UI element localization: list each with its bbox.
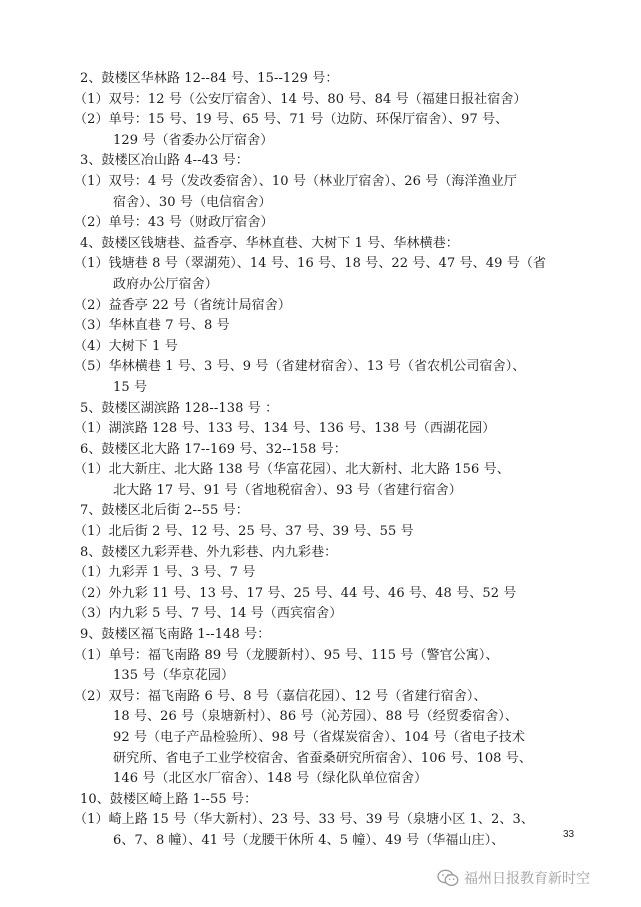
section-heading: 5、鼓楼区湖滨路 128--138 号 ： (80, 400, 279, 416)
list-item: （2）单号：15 号、19 号、65 号、71 号（边防、环保厅宿舍）、97 号、 (74, 112, 509, 128)
list-item: （1）湖滨路 128 号、133 号、134 号、136 号、138 号（西湖花园） (74, 421, 496, 437)
list-item: （2）益香亭 22 号（省统计局宿舍） (74, 297, 291, 313)
list-item-continuation: 北大路 17 号、91 号（省地税宿舍）、93 号（省建行宿舍） (113, 482, 462, 498)
list-item-continuation: 宿舍）、30 号（电信宿舍） (113, 194, 272, 210)
list-item: （1）崎上路 15 号（华大新村）、23 号、33 号、39 号（泉塘小区 1、2、3、 (74, 812, 534, 828)
document-body (0, 69, 641, 852)
list-item: （3）内九彩 5 号、7 号、14 号（西宾宿舍） (74, 606, 343, 622)
list-item: （2）单号：43 号（财政厅宿舍） (74, 215, 274, 231)
list-item-continuation: 政府办公厅宿舍） (113, 276, 218, 292)
list-item-continuation: 135 号（华京花园） (113, 668, 235, 684)
list-item-continuation: 15 号 (113, 379, 148, 395)
section-heading: 2、鼓楼区华林路 12--84 号、15--129 号： (80, 71, 339, 86)
section-heading: 8、鼓楼区九彩弄巷、外九彩巷、内九彩巷： (80, 544, 338, 560)
section-heading: 10、鼓楼区崎上路 1--55 号： (80, 791, 258, 807)
section-heading: 7、鼓楼区北后街 2--55 号： (80, 503, 249, 519)
list-item-continuation: 6、7、8 幢）、41 号（龙腰干休所 4、5 幢）、49 号（华福山庄）、 (113, 832, 505, 848)
list-item: （1）双号：4 号（发改委宿舍）、10 号（林业厅宿舍）、26 号（海洋渔业厅 (74, 173, 517, 189)
list-item-continuation: 146 号（北区水厂宿舍）、148 号（绿化队单位宿舍） (113, 771, 428, 787)
list-item: （1）北大新庄、北大路 138 号（华富花园）、北大新村、北大路 156 号、 (74, 462, 510, 478)
section-heading: 4、鼓楼区钱塘巷、益香亭、华林直巷、大树下 1 号、华林横巷： (80, 235, 459, 251)
list-item: （1）钱塘巷 8 号（翠湖苑）、14 号、16 号、18 号、22 号、47 号、49 号（省 (74, 256, 547, 272)
watermark-text: 福州日报教育新时空 (464, 871, 590, 887)
watermark (437, 868, 590, 888)
list-item: （2）外九彩 11 号、13 号、17 号、25 号、44 号、46 号、48 号、52 号 (74, 585, 517, 601)
list-item: （4）大树下 1 号 (74, 338, 178, 354)
list-item: （1）九彩弄 1 号、3 号、7 号 (74, 565, 256, 581)
section-heading: 9、鼓楼区福飞南路 1--148 号： (80, 627, 271, 643)
list-item-continuation: 18 号、26 号（泉塘新村）、86 号（沁芳园）、88 号（经贸委宿舍）、 (113, 709, 518, 725)
list-item-continuation: 研究所、省电子工业学校宿舍、省蚕桑研究所宿舍）、106 号、108 号、 (113, 750, 532, 766)
page-number: 33 (563, 829, 575, 840)
list-item-continuation: 92 号（电子产品检验所）、98 号（省煤炭宿舍）、104 号（省电子技术 (113, 730, 525, 745)
list-item: （1）单号：福飞南路 89 号（龙腰新村）、95 号、115 号（警官公寓）、 (74, 647, 499, 663)
list-item: （1）北后街 2 号、12 号、25 号、37 号、39 号、55 号 (74, 524, 414, 540)
list-item: （5）华林横巷 1 号、3 号、9 号（省建材宿舍）、13 号（省农机公司宿舍）、 (74, 359, 526, 375)
wechat-icon (437, 869, 459, 887)
list-item: （3）华林直巷 7 号、8 号 (74, 318, 230, 334)
list-item-continuation: 129 号（省委办公厅宿舍） (113, 132, 274, 148)
section-heading: 6、鼓楼区北大路 17--169 号、32--158 号： (80, 441, 347, 457)
list-item: （1）双号：12 号（公安厅宿舍）、14 号、80 号、84 号（福建日报社宿舍） (74, 91, 527, 107)
list-item: （2）双号：福飞南路 6 号、8 号（嘉信花园）、12 号（省建行宿舍）、 (74, 688, 487, 704)
section-heading: 3、鼓楼区冶山路 4--43 号： (80, 153, 249, 169)
